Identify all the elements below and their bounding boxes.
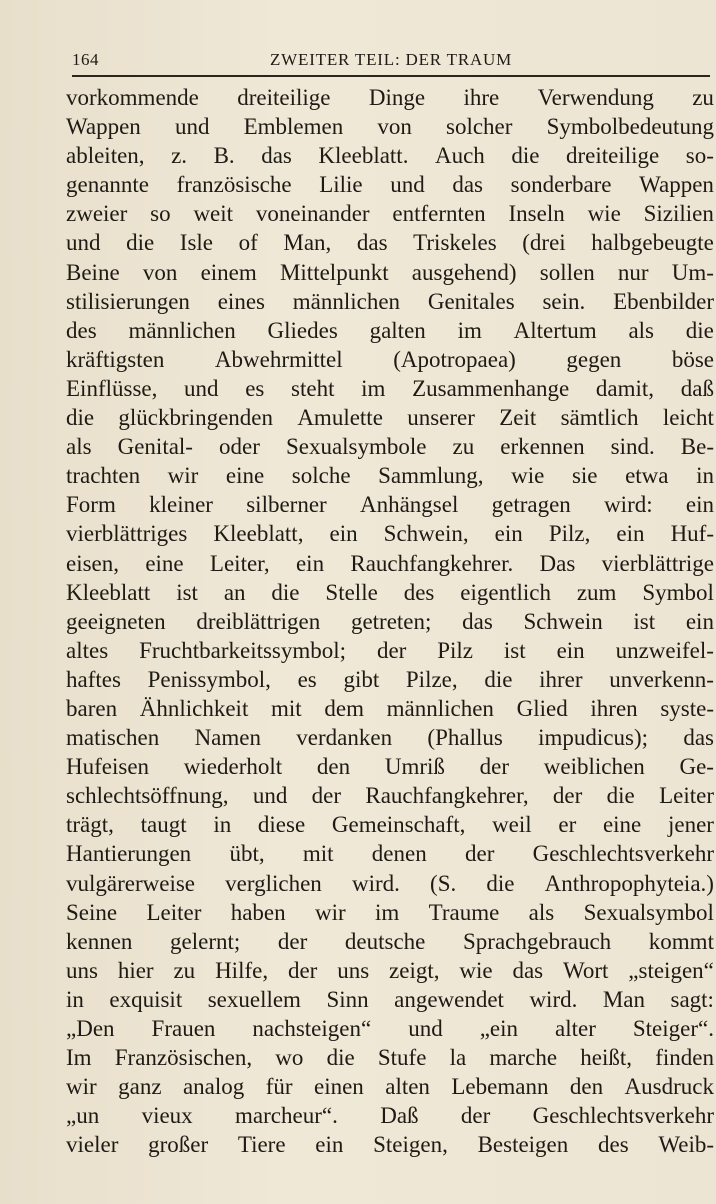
- text-line: schlechtsöffnung, und der Rauchfangkehrer, der die Leiter: [66, 783, 714, 809]
- text-line: Wappen und Emblemen von solcher Symbolbedeutung: [66, 114, 714, 140]
- text-line: genannte französische Lilie und das sonderbare Wappen: [66, 172, 714, 198]
- text-line: Kleeblatt ist an die Stelle des eigentlich zum Symbol: [66, 579, 714, 605]
- header-rule: [72, 75, 710, 77]
- text-line: Seine Leiter haben wir im Traume als Sexualsymbol: [66, 899, 714, 925]
- text-line: eisen, eine Leiter, ein Rauchfangkehrer. Das vierblättrige: [66, 550, 714, 576]
- text-line: als Genital- oder Sexualsymbole zu erkennen sind. Be-: [66, 434, 714, 460]
- running-head: ZWEITER TEIL: DER TRAUM: [270, 50, 513, 69]
- text-line: trägt, taugt in diese Gemeinschaft, weil er eine jener: [66, 812, 714, 838]
- text-line: vorkommende dreiteilige Dinge ihre Verwendung zu: [66, 85, 714, 110]
- text-line: Einflüsse, und es steht im Zusammenhange damit, daß: [66, 375, 714, 401]
- text-line: die glückbringenden Amulette unserer Zeit sämtlich leicht: [66, 405, 714, 431]
- text-line: „un vieux marcheur“. Daß der Geschlechtsverkehr: [66, 1103, 714, 1129]
- text-line: zweier so weit voneinander entfernten Inseln wie Sizilien: [66, 201, 714, 227]
- text-line: „Den Frauen nachsteigen“ und „ein alter Steiger“.: [66, 1016, 714, 1041]
- text-line: Im Französischen, wo die Stufe la marche heißt, finden: [66, 1045, 714, 1071]
- text-line: matischen Namen verdanken (Phallus impudicus); das: [66, 725, 714, 751]
- text-line: Hantierungen übt, mit denen der Geschlechtsverkehr: [66, 841, 714, 867]
- page-number: 164: [72, 50, 99, 69]
- text-line: Beine von einem Mittelpunkt ausgehend) sollen nur Um-: [66, 259, 714, 285]
- text-line: und die Isle of Man, das Triskeles (drei halbgebeugte: [66, 230, 714, 256]
- text-line: Form kleiner silberner Anhängsel getragen wird: ein: [66, 492, 714, 518]
- page-header: [72, 48, 708, 72]
- text-line: vierblättriges Kleeblatt, ein Schwein, ein Pilz, ein Huf-: [66, 521, 714, 547]
- text-line: vieler großer Tiere ein Steigen, Besteigen des Weib-: [66, 1132, 714, 1158]
- text-line: kräftigsten Abwehrmittel (Apotropaea) gegen böse: [66, 346, 714, 372]
- text-line: baren Ähnlichkeit mit dem männlichen Glied ihren syste-: [66, 695, 714, 721]
- text-line: stilisierungen eines männlichen Genitales sein. Ebenbilder: [66, 288, 714, 314]
- text-line: Hufeisen wiederholt den Umriß der weiblichen Ge-: [66, 754, 714, 780]
- text-line: geeigneten dreiblättrigen getreten; das Schwein ist ein: [66, 608, 714, 634]
- text-line: uns hier zu Hilfe, der uns zeigt, wie das Wort „steigen“: [66, 957, 714, 983]
- text-line: altes Fruchtbarkeitssymbol; der Pilz ist ein unzweifel-: [66, 637, 714, 663]
- body-text: [66, 83, 714, 1159]
- text-line: haftes Penissymbol, es gibt Pilze, die ihrer unverkenn-: [66, 666, 714, 692]
- text-line: vulgärerweise verglichen wird. (S. die Anthropophyteia.): [66, 870, 714, 896]
- text-line: in exquisit sexuellem Sinn angewendet wird. Man sagt:: [66, 986, 714, 1012]
- text-line: des männlichen Gliedes galten im Altertum als die: [66, 317, 714, 343]
- text-line: trachten wir eine solche Sammlung, wie sie etwa in: [66, 463, 714, 489]
- text-line: kennen gelernt; der deutsche Sprachgebrauch kommt: [66, 928, 714, 954]
- text-line: wir ganz analog für einen alten Lebemann den Ausdruck: [66, 1074, 714, 1100]
- text-line: ableiten, z. B. das Kleeblatt. Auch die dreiteilige so-: [66, 143, 714, 169]
